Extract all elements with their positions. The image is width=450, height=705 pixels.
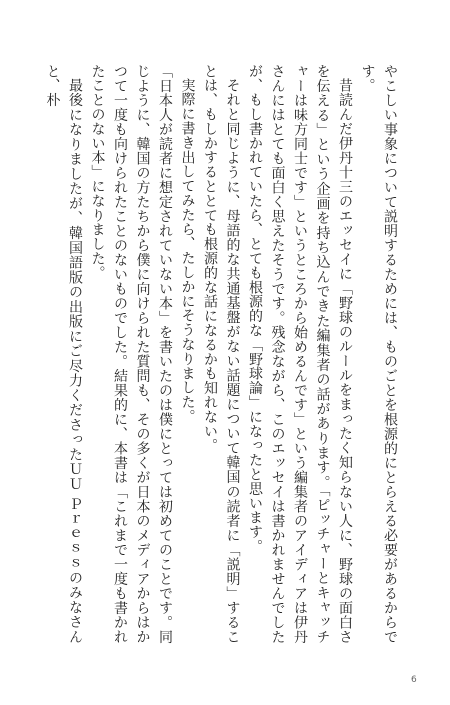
paragraph-3: それと同じように、母語的な共通基盤がない話題について韓国の読者に「説明」することは、もしかするととても根源的な話になるかも知れない。 bbox=[202, 64, 241, 644]
paragraph-1: やこしい事象について説明するためには、ものごとを根源的にとらえる必要があるからです。 bbox=[359, 64, 398, 644]
paragraph-2: 昔読んだ伊丹十三のエッセイに「野球のルールをまったく知らない人に、野球の面白さを伝える」という企画を持ち込んできた編集者の話があります。「ピッチャーとキャッチャーは味方同士です」というところから始めるんです」という編集者のアイディアは伊丹さんにはとても面白く思えたそうです。残念ながら、このエッセイは書かれませんでしたが、もし書かれていたら、とても根源的な「野球論」になったと思います。 bbox=[247, 64, 353, 644]
paragraph-4: 実際に書き出してみたら、たしかにそうなりました。 bbox=[179, 78, 196, 424]
paragraph-5: 「日本人が読者に想定されていない本」を書いたのは僕にとっては初めてのことです。同じように、韓国の方たちから僕に向けられた質問も、その多くが日本のメディアからはかつて一度も向けられたことのないものでした。結果的に、本書は「これまで一度も書かれたことのない本」になりました。 bbox=[89, 64, 173, 644]
page-number: 6 bbox=[411, 675, 417, 685]
paragraph-6: 最後になりましたが、韓国語版の出版にご尽力くださったＵＵ Ｐｒｅｓｓのみなさんと、朴 bbox=[44, 64, 83, 644]
body-text bbox=[41, 64, 401, 644]
